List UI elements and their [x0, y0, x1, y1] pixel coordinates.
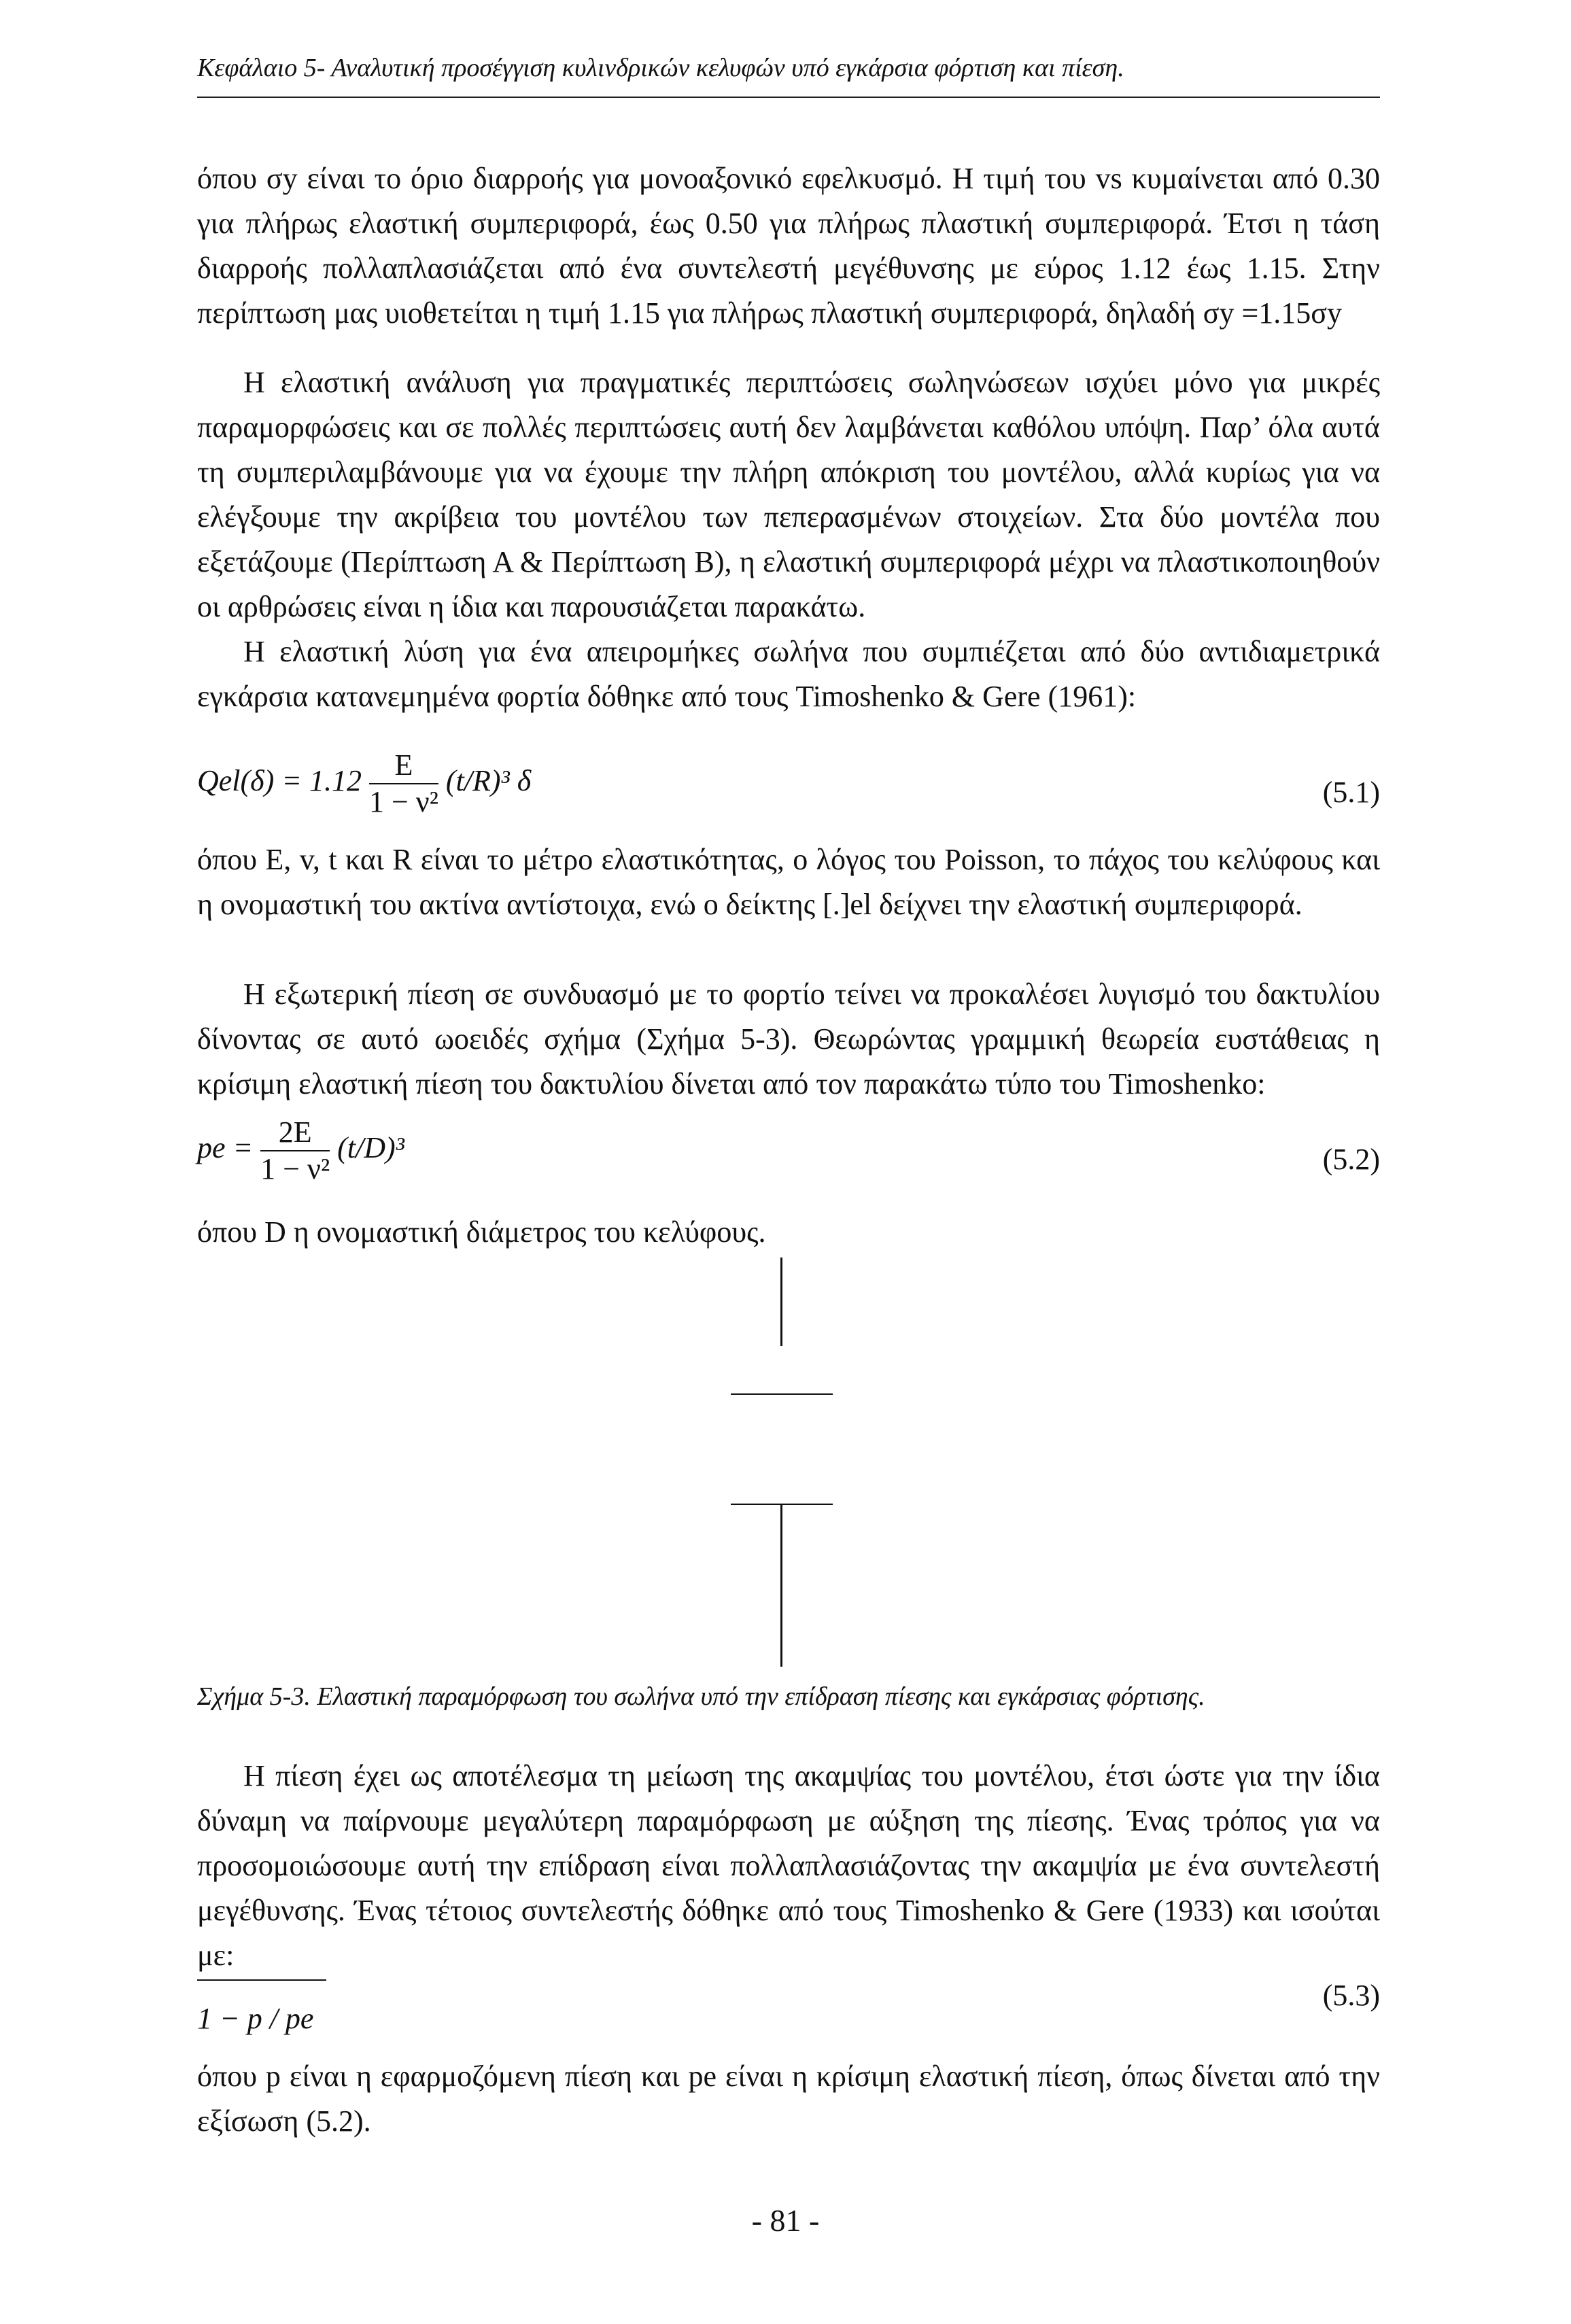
equation-5-2-tail: (t/D)³	[337, 1131, 404, 1165]
equation-5-3-denominator: 1 − p / pe	[197, 2002, 314, 2035]
figure-vertical-line-top	[780, 1258, 782, 1346]
paragraph-external-pressure: Η εξωτερική πίεση σε συνδυασμό με το φορτίο τείνει να προκαλέσει λυγισμό του δακτυλίου δίνοντας σε αυτό ωοειδές σχήμα (Σχήμα 5-3). Θεωρώντας γραμμική θεωρεία ευστάθειας η κρίσιμη ελαστική πίεση του δακτυλίου δίνεται από τον παρακάτω τύπο του Timoshenko:	[197, 977, 1380, 1100]
paragraph-yield-stress: όπου σy είναι το όριο διαρροής για μονοαξονικό εφελκυσμό. Η τιμή του vs κυμαίνεται από 0.30 για πλήρως ελαστική συμπεριφορά, έως 0.50 για πλήρως πλαστική συμπεριφορά. Έτσι η τάση διαρροής πολλαπλασιάζεται από ένα συντελεστή μεγέθυνσης με εύρος 1.12 έως 1.15. Στην περίπτωση μας υιοθετείται η τιμή 1.15 για πλήρως πλαστική συμπεριφορά, δηλαδή σy =1.15σy	[197, 162, 1380, 330]
page-number: - 81 -	[751, 2203, 820, 2238]
equation-5-1-denominator: 1 − ν²	[368, 785, 438, 818]
paragraph-diameter: όπου D η ονομαστική διάμετρος του κελύφους.	[197, 1215, 766, 1249]
equation-5-2-fraction	[260, 1115, 330, 1187]
equation-5-1-tail: (t/R)³ δ	[445, 764, 532, 798]
paragraph-applied-pressure: όπου p είναι η εφαρμοζόμενη πίεση και pe είναι η κρίσιμη ελαστική πίεση, όπως δίνεται από την εξίσωση (5.2).	[197, 2060, 1380, 2138]
equation-5-2-lhs: pe =	[197, 1131, 254, 1165]
paragraph-elastic-analysis: Η ελαστική ανάλυση για πραγματικές περιπτώσεις σωληνώσεων ισχύει μόνο για μικρές παραμορφώσεις και σε πολλές περιπτώσεις αυτή δεν λαμβάνεται καθόλου υπόψη. Παρ’ όλα αυτά τη συμπεριλαμβάνουμε για να έχουμε την πλήρη απόκριση του μοντέλου, αλλά κυρίως για να ελέγξουμε την ακρίβεια του μοντέλου των πεπερασμένων στοιχείων. Στα δύο μοντέλα που εξετάζουμε (Περίπτωση Α & Περίπτωση Β), η ελαστική συμπεριφορά μέχρι να πλαστικοποιηθούν οι αρθρώσεις είναι η ίδια και παρουσιάζεται παρακάτω.	[197, 366, 1380, 623]
equation-5-1-number: (5.1)	[1322, 776, 1380, 809]
paragraph-elastic-solution: Η ελαστική λύση για ένα απειρομήκες σωλήνα που συμπιέζεται από δύο αντιδιαμετρικά εγκάρσια κατανεμημένα φορτία δόθηκε από τους Timoshenko & Gere (1961):	[197, 635, 1380, 713]
running-header: Κεφάλαιο 5- Αναλυτική προσέγγιση κυλινδρικών κελυφών υπό εγκάρσια φόρτιση και πίεση.	[197, 54, 1124, 82]
figure-vertical-line-bottom	[780, 1504, 782, 1667]
equation-5-3-fraction-bar	[197, 1979, 326, 1981]
equation-5-3	[197, 1971, 1380, 2053]
equation-5-2	[197, 1115, 1380, 1217]
equation-5-3-number: (5.3)	[1322, 1979, 1380, 2012]
equation-5-1-fraction	[369, 748, 438, 820]
paragraph-pressure-effect: Η πίεση έχει ως αποτέλεσμα τη μείωση της ακαμψίας του μοντέλου, έτσι ώστε για την ίδια δύναμη να παίρνουμε μεγαλύτερη παραμόρφωση με αύξηση της πίεσης. Ένας τρόπος για να προσομοιώσουμε αυτή την επίδραση είναι πολλαπλασιάζοντας την ακαμψία με ένα συντελεστή μεγέθυνσης. Ένας τέτοιος συντελεστής δόθηκε από τους Timoshenko & Gere (1933) και ισούται με:	[197, 1759, 1380, 1972]
paragraph-variables: όπου E, v, t και R είναι το μέτρο ελαστικότητας, ο λόγος του Poisson, το πάχος του κελύφους και η ονομαστική του ακτίνα αντίστοιχα, ενώ ο δείκτης [.]el δείχνει την ελαστική συμπεριφορά.	[197, 843, 1380, 921]
equation-5-2-numerator: 2E	[260, 1115, 330, 1151]
equation-5-1	[197, 748, 1380, 850]
figure-caption: Σχήμα 5-3. Ελαστική παραμόρφωση του σωλήνα υπό την επίδραση πίεσης και εγκάρσιας φόρτισης.	[197, 1682, 1205, 1711]
header-rule	[197, 97, 1380, 98]
figure-horizontal-line-upper	[731, 1393, 833, 1395]
equation-5-2-number: (5.2)	[1322, 1143, 1380, 1176]
equation-5-2-denominator: 1 − ν²	[260, 1152, 330, 1185]
equation-5-1-numerator: E	[369, 748, 438, 784]
equation-5-1-lhs: Qel(δ) = 1.12	[197, 764, 362, 798]
